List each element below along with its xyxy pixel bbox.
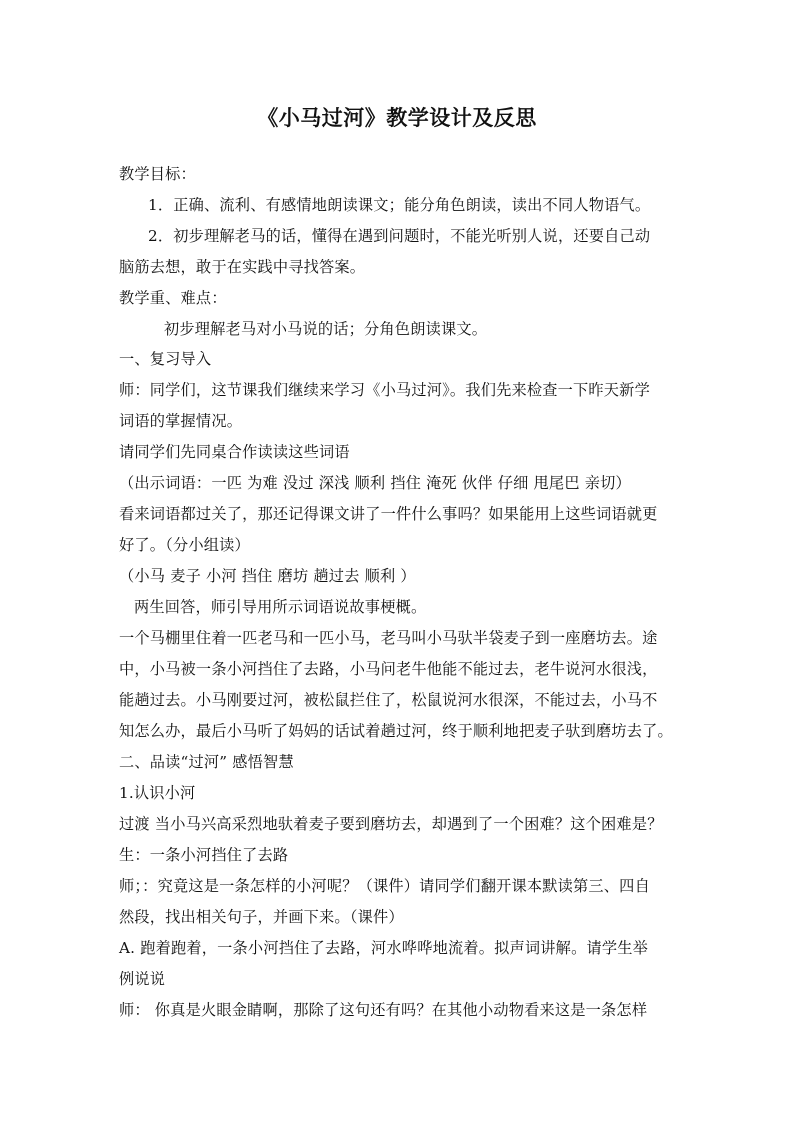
- text-line: 能趟过去。小马刚要过河，被松鼠拦住了，松鼠说河水很深，不能过去，小马不: [119, 691, 658, 709]
- text-line: 初步理解老马对小马说的话；分角色朗读课文。: [164, 320, 488, 338]
- text-line: 过渡 当小马兴高采烈地驮着麦子要到磨坊去，却遇到了一个困难？这个困难是？: [119, 815, 663, 833]
- text-line: A. 跑着跑着，一条小河挡住了去路，河水哗哗地流着。拟声词讲解。请学生举: [119, 939, 649, 957]
- text-line: 2．初步理解老马的话，懂得在遇到问题时，不能光听别人说，还要自己动: [148, 227, 651, 245]
- text-line: 1.认识小河: [119, 784, 196, 802]
- text-line: 生：一条小河挡住了去路: [119, 846, 289, 864]
- text-line: 知怎么办，最后小马听了妈妈的话试着趟过河，终于顺利地把麦子驮到磨坊去了。: [119, 722, 673, 740]
- text-line: 词语的掌握情况。: [119, 412, 243, 430]
- text-line: 师；：究竟这是一条怎样的小河呢？（课件）请同学们翻开课本默读第三、四自: [119, 877, 650, 895]
- text-line: 师： 你真是火眼金睛啊，那除了这句还有吗？在其他小动物看来这是一条怎样: [119, 1001, 648, 1019]
- text-line: 1．正确、流利、有感情地朗读课文；能分角色朗读，读出不同人物语气。: [148, 196, 651, 214]
- text-line: （出示词语：一匹 为难 没过 深浅 顺利 挡住 淹死 伙伴 仔细 甩尾巴 亲切）: [119, 474, 631, 492]
- text-line: 看来词语都过关了，那还记得课文讲了一件什么事吗？如果能用上这些词语就更: [119, 505, 658, 523]
- text-line: 例说说: [119, 970, 166, 988]
- text-line: 教学重、难点：: [119, 289, 227, 307]
- text-line: 师：同学们，这节课我们继续来学习《小马过河》。我们先来检查一下昨天新学: [119, 381, 650, 399]
- text-line: 两生回答，师引导用所示词语说故事梗概。: [134, 598, 427, 616]
- text-line: 中，小马被一条小河挡住了去路，小马问老牛他能不能过去，老牛说河水很浅，: [119, 660, 658, 678]
- text-line: 然段，找出相关句子，并画下来。（课件）: [119, 908, 404, 926]
- text-line: 教学目标：: [119, 165, 196, 183]
- document-title: 《小马过河》教学设计及反思: [257, 105, 537, 130]
- text-line: 二、品读“过河” 感悟智慧: [119, 753, 294, 771]
- text-line: 一个马棚里住着一匹老马和一匹小马，老马叫小马驮半袋麦子到一座磨坊去。途: [119, 629, 658, 647]
- text-line: 好了。（分小组读）: [119, 536, 250, 554]
- text-line: 请同学们先同桌合作读读这些词语: [119, 443, 350, 461]
- text-line: 脑筋去想，敢于在实践中寻找答案。: [119, 258, 366, 276]
- text-line: 一、复习导入: [119, 350, 212, 368]
- text-line: （小马 麦子 小河 挡住 磨坊 趟过去 顺利 ）: [119, 567, 416, 585]
